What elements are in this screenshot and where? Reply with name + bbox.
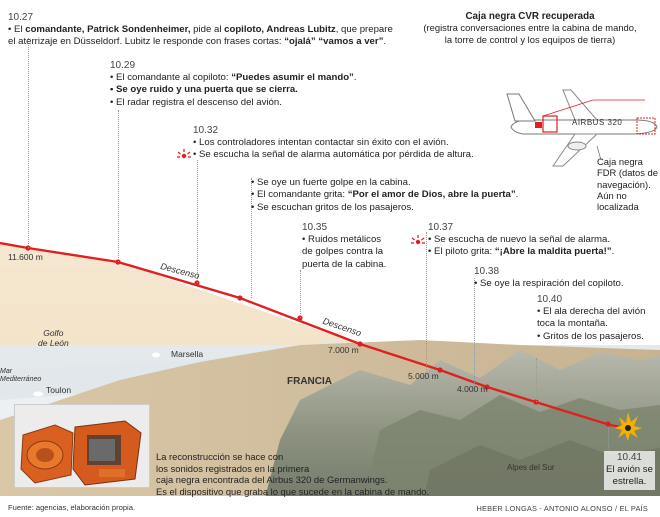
path-point-1033 <box>237 295 242 300</box>
event-line: • El piloto grita: “¡Abre la maldita puerta!”. <box>428 246 615 258</box>
event-1027 <box>8 12 393 49</box>
event-line: • Se escuchan gritos de los pasajeros. <box>251 201 414 213</box>
cvr-line: la torre de control y los equipos de tierra) <box>444 34 616 46</box>
event-line: el aterrizaje en Düsseldorf. Lubitz le responde con frases cortas: “ojalá” “vamos a ver”. <box>8 36 387 48</box>
black-box-image <box>15 405 149 487</box>
black-box-photo <box>14 404 150 488</box>
event-line: • Se oye un fuerte golpe en la cabina. <box>251 177 411 188</box>
event-line: • Se escucha la señal de alarma automática por pérdida de altura. <box>193 149 474 161</box>
path-point-1041 <box>605 421 610 426</box>
altitude-11600: 11.600 m <box>8 252 43 262</box>
caption: La reconstrucción se hace con los sonidos registrados en la primera caja negra encontrada del Airbus 320 de Germanwings. Es el dispositivo que graba lo que sucede en la cabina de mando. <box>156 451 430 497</box>
event-line: • El comandante grita: “Por el amor de Dios, abre la puerta”. <box>251 189 519 201</box>
event-1032 <box>193 125 474 162</box>
event-line: El avión se <box>606 464 653 475</box>
event-time: 10.27 <box>8 12 34 23</box>
cvr-line: (registra conversaciones entre la cabina de mando, <box>423 22 637 33</box>
mar-label: Mar Mediterráneo <box>0 368 42 383</box>
event-lines <box>428 234 614 259</box>
event-line: estrella. <box>612 476 647 488</box>
francia-label: FRANCIA <box>287 376 332 387</box>
event-lines <box>302 234 386 271</box>
golfo-label: Golfo de León <box>38 328 69 348</box>
event-1037 <box>428 222 614 259</box>
event-time: 10.37 <box>428 222 454 233</box>
event-line: toca la montaña. <box>537 318 608 330</box>
marsella-label: Marsella <box>171 349 204 359</box>
event-1033 <box>251 177 518 214</box>
descent-label: Descenso <box>321 315 363 339</box>
fdr-info: Caja negra FDR (datos de navegación). Aún no localizada <box>597 156 658 213</box>
event-line: • Se oye ruido y una puerta que se cierra. <box>110 84 298 96</box>
connector-1038 <box>474 278 475 387</box>
descent-label: Descenso <box>159 260 201 282</box>
event-1029 <box>110 60 357 109</box>
event-line: puerta de la cabina. <box>302 258 387 270</box>
connector-1040 <box>536 358 537 402</box>
event-lines <box>193 137 474 162</box>
altitude-5000: 5.000 m <box>408 371 439 381</box>
event-lines <box>606 464 653 489</box>
connector-1037 <box>426 232 427 370</box>
source-note: Fuente: agencias, elaboración propia. <box>8 503 136 512</box>
cvr-title: Caja negra CVR recuperada <box>465 11 595 22</box>
event-line: • Ruidos metálicos <box>302 234 382 245</box>
event-time: 10.41 <box>616 452 642 463</box>
event-line: • El comandante al copiloto: “Puedes asumir el mando”. <box>110 72 357 83</box>
credit-note: HEBER LONGAS - ANTONIO ALONSO / EL PAÍS <box>476 504 648 513</box>
event-line: • Gritos de los pasajeros. <box>537 330 644 342</box>
event-line: • Se escucha de nuevo la señal de alarma. <box>428 234 611 245</box>
crash-explosion-icon <box>615 412 642 441</box>
event-line: • El ala derecha del avión <box>537 306 646 317</box>
connector-1041 <box>608 428 609 450</box>
event-line: • Se oye la respiración del copiloto. <box>474 278 624 289</box>
alarm-icon <box>411 234 425 246</box>
event-time: 10.32 <box>193 125 219 136</box>
connector-1035 <box>300 270 301 318</box>
event-line: • El radar registra el descenso del avión. <box>110 96 282 108</box>
event-1040 <box>537 294 645 343</box>
event-lines <box>474 278 623 290</box>
cvr-info <box>420 11 640 47</box>
altitude-4000: 4.000 m <box>457 384 488 394</box>
event-line: de golpes contra la <box>302 246 384 258</box>
event-line: • Los controladores intentan contactar sin éxito con el avión. <box>193 137 449 148</box>
event-line: • El comandante, Patrick Sondenheimer, pide al copiloto, Andreas Lubitz, que prepare <box>8 24 393 35</box>
alpes-label: Alpes del Sur <box>507 463 555 472</box>
event-time: 10.38 <box>474 266 500 277</box>
event-time: 10.29 <box>110 60 136 71</box>
cvr-box-marker <box>535 122 542 128</box>
event-lines <box>251 177 518 214</box>
connector-1032 <box>197 160 198 283</box>
alarm-icon <box>177 148 191 160</box>
toulon-label: Toulon <box>46 385 72 395</box>
event-lines <box>537 306 645 343</box>
connector-1029 <box>118 110 119 262</box>
event-1038 <box>474 266 623 290</box>
event-time: 10.35 <box>302 222 328 233</box>
altitude-7000: 7.000 m <box>328 345 359 355</box>
connector-1027 <box>28 38 29 248</box>
event-lines <box>110 72 357 109</box>
event-time: 10.40 <box>537 294 563 305</box>
event-1035 <box>302 222 386 271</box>
airplane-model-label: AIRBUS 320 <box>572 118 623 127</box>
event-lines <box>8 24 393 49</box>
event-1041 <box>604 451 655 490</box>
